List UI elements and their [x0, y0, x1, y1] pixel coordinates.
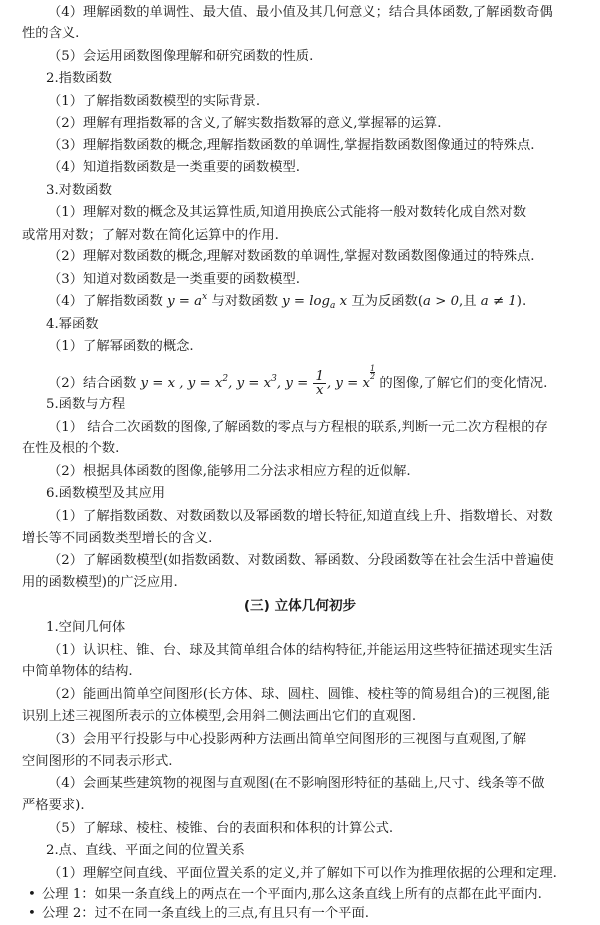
subsection-heading: 2.点、直线、平面之间的位置关系 [46, 843, 245, 859]
subsection-heading: 3.对数函数 [46, 182, 112, 198]
text-line: 用的函数模型)的广泛应用. [22, 575, 178, 591]
text-line: （3）理解指数函数的概念,理解指数函数的单调性,掌握指数函数图像通过的特殊点. [48, 137, 535, 153]
condition-positive: a > 0 [423, 294, 460, 310]
subsection-heading: 6.函数模型及其应用 [46, 486, 166, 502]
text-line: （2）能画出简单空间图形(长方体、球、圆柱、圆锥、棱柱等的简易组合)的三视图,能 [48, 686, 550, 702]
text-line: （1）理解空间直线、平面位置关系的定义,并了解如下可以作为推理依据的公理和定理. [48, 865, 557, 881]
exp-function: $y = a^x$ [167, 292, 208, 310]
log-function: $y = \log_a x$ [282, 294, 348, 312]
text-line: （3）知道对数函数是一类重要的函数模型. [48, 271, 301, 287]
text-line: 严格要求). [22, 798, 85, 814]
text-line: （1）了解指数函数、对数函数以及幂函数的增长特征,知道直线上升、指数增长、对数 [48, 508, 553, 524]
subsection-heading: 5.函数与方程 [46, 397, 126, 413]
formula-line-power [0, 363, 600, 398]
text-line: （5）会运用函数图像理解和研究函数的性质. [48, 48, 314, 64]
text-line: （1） 结合二次函数的图像,了解函数的零点与方程根的联系,判断一元二次方程根的存 [48, 419, 548, 435]
text-line: （2）了解函数模型(如指数函数、对数函数、幂函数、分段函数等在社会生活中普遍使 [48, 552, 554, 568]
bullet-icon: • [28, 905, 36, 921]
text-line: （4）会画某些建筑物的视图与直观图(在不影响图形特征的基础上,尺寸、线条等不做 [48, 775, 545, 791]
subsection-heading: 2.指数函数 [46, 71, 112, 87]
text-fragment: 互为反函数( [347, 294, 424, 310]
text-line: （1）了解指数函数模型的实际背景. [48, 93, 261, 109]
subsection-heading: 1.空间几何体 [46, 620, 126, 636]
text-fragment: 的图像,了解它们的变化情况. [375, 375, 548, 391]
text-line: （2）根据具体函数的图像,能够用二分法求相应方程的近似解. [48, 463, 411, 479]
text-line: 或常用对数；了解对数在简化运算中的作用. [22, 227, 279, 243]
text-line: （3）会用平行投影与中心投影两种方法画出简单空间图形的三视图与直观图,了解 [48, 731, 527, 747]
text-line: （4）理解函数的单调性、最大值、最小值及其几何意义；结合具体函数,了解函数奇偶 [48, 4, 553, 20]
condition-not-one: a ≠ 1 [480, 294, 517, 310]
subsection-heading: 4.幂函数 [46, 316, 99, 332]
text-fragment: ). [516, 294, 527, 310]
section-title: (三) 立体几何初步 [243, 597, 357, 614]
text-line: （2）理解对数函数的概念,理解对数函数的单调性,掌握对数函数图像通过的特殊点. [48, 249, 535, 265]
text-line: 性的含义. [22, 26, 80, 42]
text-line: （4）知道指数函数是一类重要的函数模型. [48, 160, 301, 176]
formula-line-inverse [0, 293, 600, 311]
text-fragment: （4）了解指数函数 [48, 294, 168, 310]
text-line: （1）了解幂函数的概念. [48, 339, 194, 355]
bullet-item: • 公理 1：如果一条直线上的两点在一个平面内,那么这条直线上所有的点都在此平面内. [28, 887, 542, 903]
text-line: 中简单物体的结构. [22, 664, 133, 680]
text-line: 识别上述三视图所表示的立体模型,会用斜二侧法画出它们的直观图. [22, 709, 417, 725]
text-line: （5）了解球、棱柱、棱锥、台的表面积和体积的计算公式. [48, 820, 394, 836]
text-line: （1）理解对数的概念及其运算性质,知道用换底公式能将一般对数转化成自然对数 [48, 205, 527, 221]
power-functions: y = x , $y = x^2$, $y = x^3$, y = $\frac{1}{x}$ , y = x $\frac{1}{2}$ [140, 363, 376, 398]
text-fragment: （2）结合函数 [48, 375, 141, 391]
text-line: 在性及根的个数. [22, 441, 120, 457]
text-line: （1）认识柱、锥、台、球及其简单组合体的结构特征,并能运用这些特征描述现实生活 [48, 642, 553, 658]
exponent-one-half: $\frac{1}{2}$ [370, 363, 376, 381]
text-line: （2）理解有理指数幂的含义,了解实数指数幂的意义,掌握幂的运算. [48, 116, 442, 132]
text-line: 增长等不同函数类型增长的含义. [22, 531, 213, 547]
text-line: 空间图形的不同表示形式. [22, 754, 173, 770]
fraction-one-over-x: $\frac{1}{x}$ [315, 368, 324, 398]
text-fragment: 与对数函数 [207, 294, 283, 310]
bullet-item: • 公理 2：过不在同一条直线上的三点,有且只有一个平面. [28, 905, 369, 921]
bullet-icon: • [28, 887, 36, 903]
text-fragment: ,且 [459, 294, 481, 310]
